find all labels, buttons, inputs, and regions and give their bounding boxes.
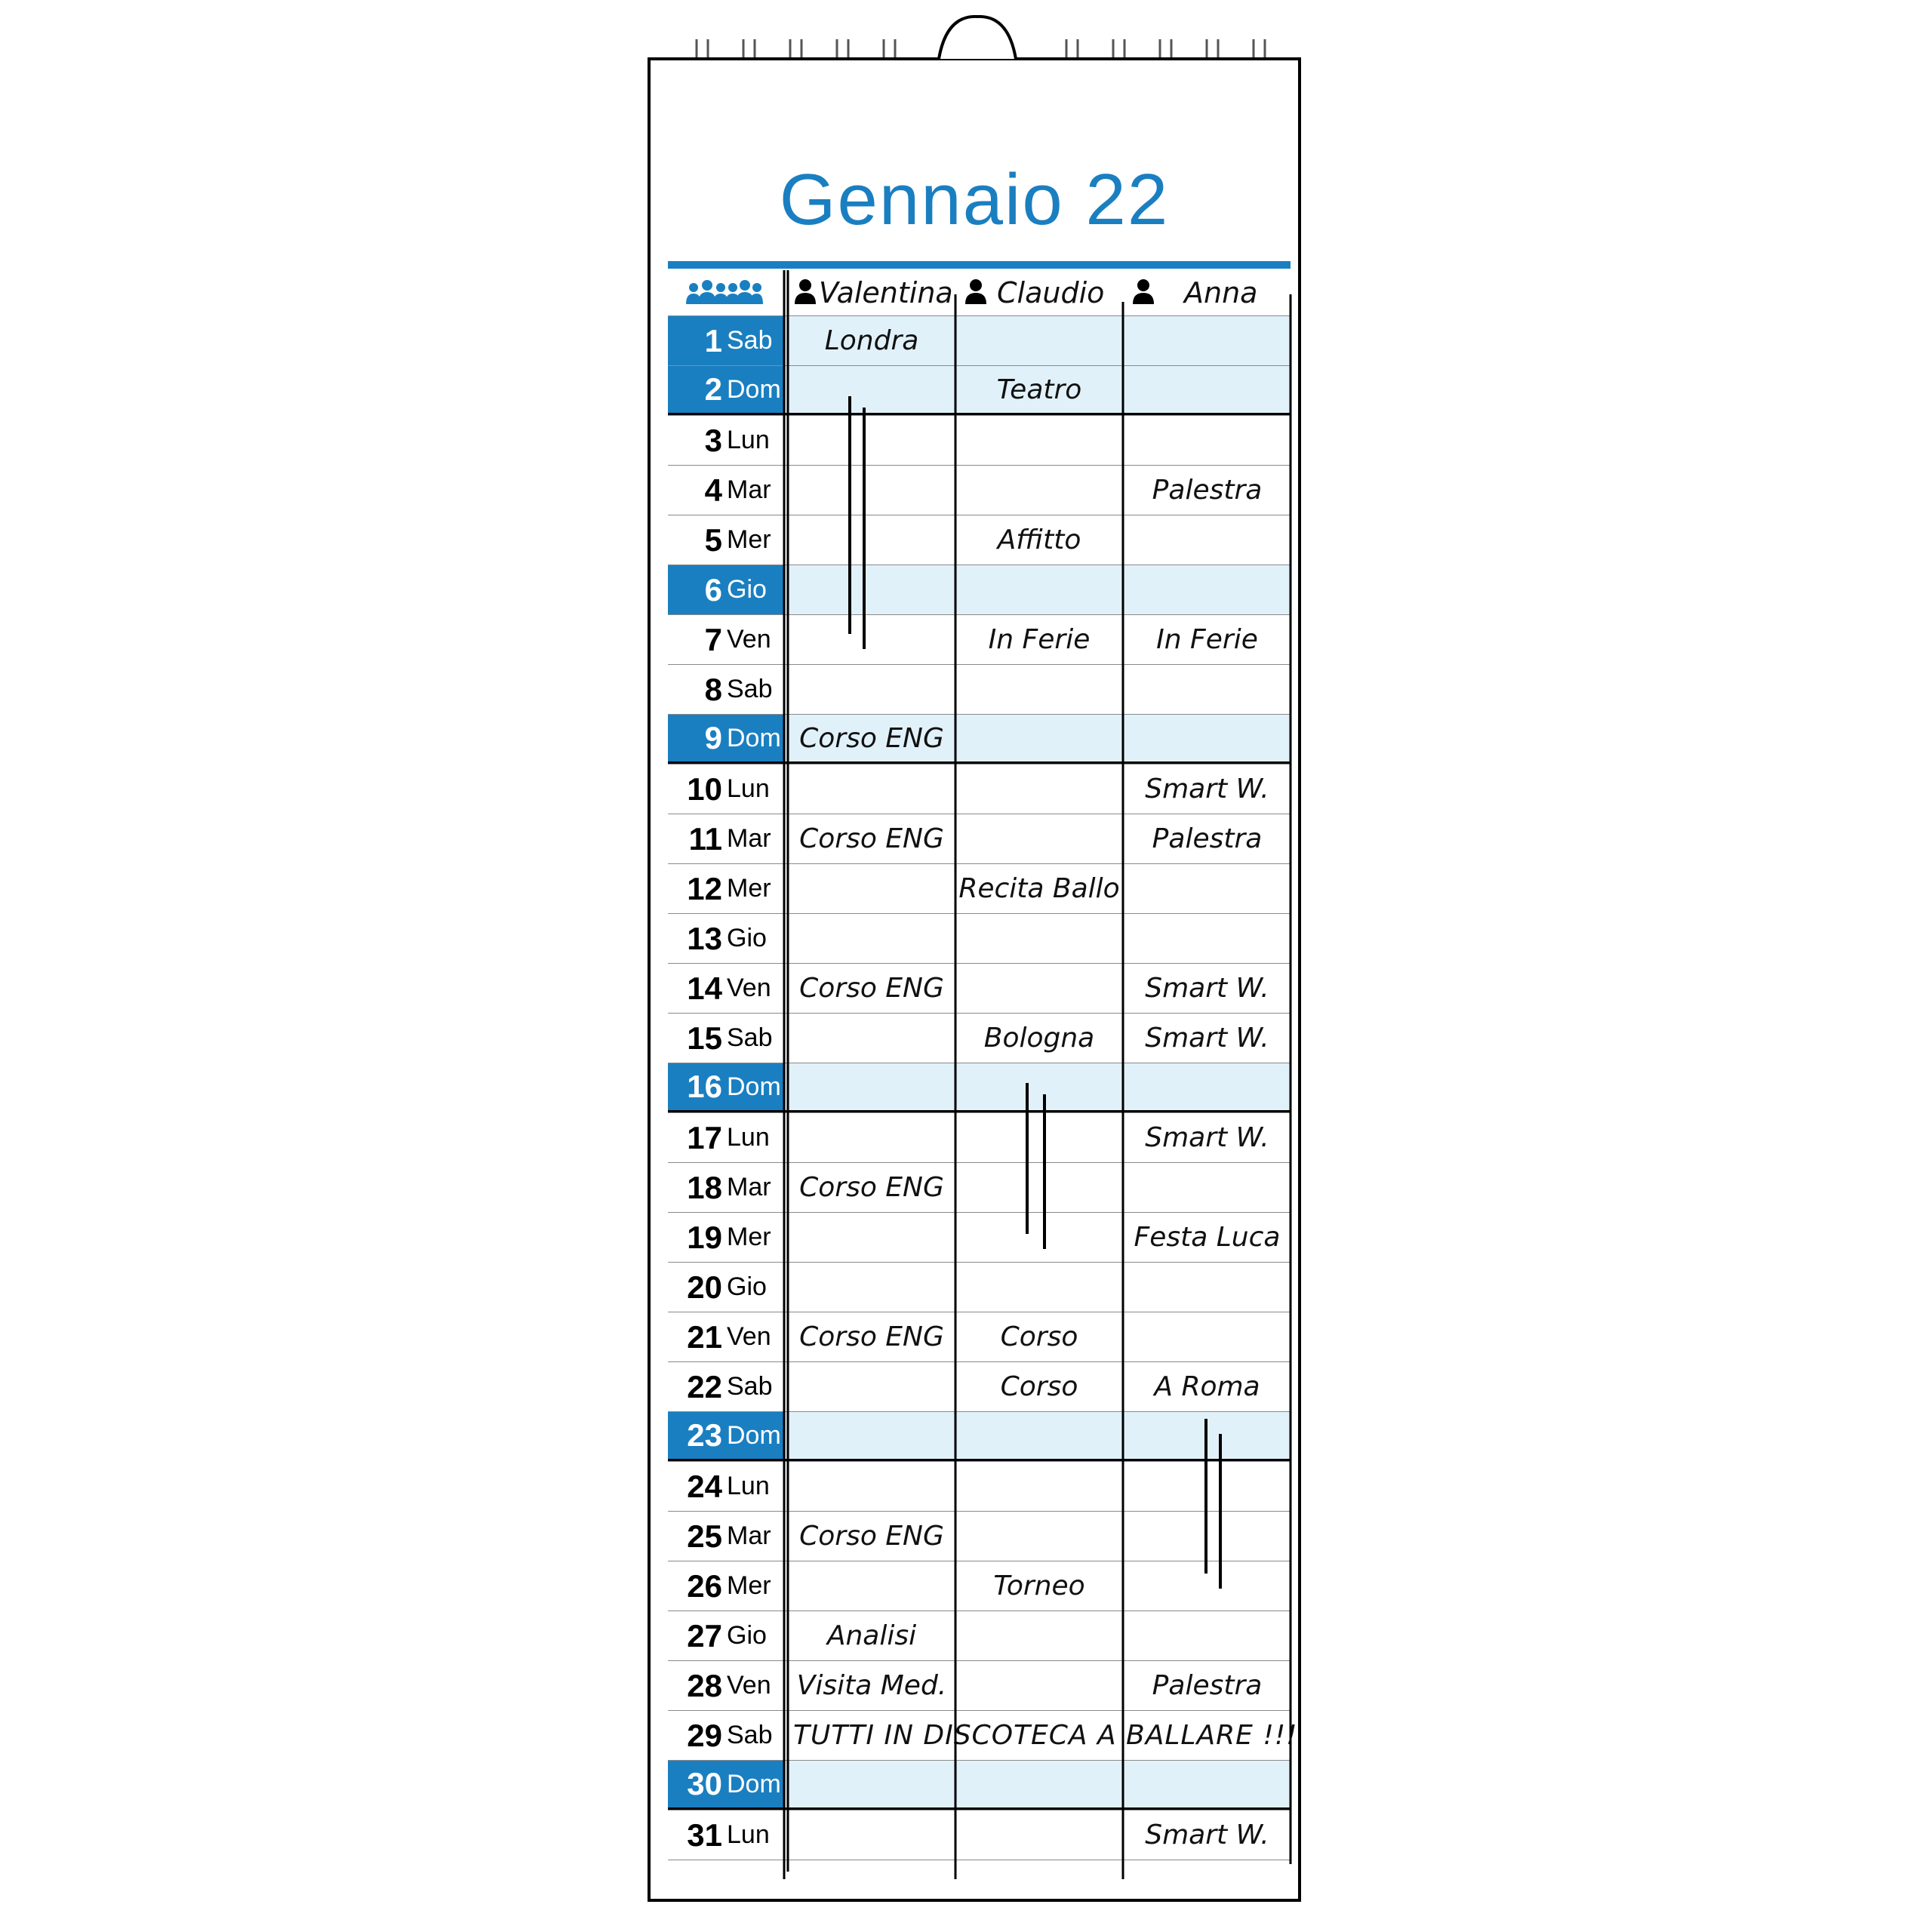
day-number: 1 <box>704 322 722 358</box>
entry-claudio[interactable] <box>956 416 1122 465</box>
entry-anna[interactable]: In Ferie <box>1156 624 1258 655</box>
entry-claudio[interactable] <box>956 565 1122 614</box>
day-number: 11 <box>688 820 722 857</box>
entry-claudio[interactable] <box>956 964 1122 1013</box>
day-label <box>668 416 783 465</box>
day-of-week: Lun <box>727 1123 770 1152</box>
day-of-week: Mer <box>727 1571 771 1600</box>
day-number: 5 <box>704 521 722 558</box>
entry-valentina[interactable] <box>789 665 955 714</box>
entry-anna[interactable]: Palestra <box>1152 1670 1263 1701</box>
day-number: 14 <box>687 970 722 1006</box>
day-row <box>668 764 1291 814</box>
entry-valentina[interactable] <box>789 914 955 963</box>
day-row <box>668 365 1291 415</box>
day-of-week: Dom <box>727 1420 781 1450</box>
entry-anna[interactable] <box>1124 665 1291 714</box>
entry-claudio[interactable]: Corso <box>1000 1371 1078 1402</box>
day-label <box>668 565 783 614</box>
entry-valentina[interactable] <box>789 565 955 614</box>
entry-valentina[interactable] <box>789 1014 955 1063</box>
day-row <box>668 1262 1291 1312</box>
entry-valentina[interactable]: Corso ENG <box>799 1172 944 1203</box>
entry-anna[interactable] <box>1124 316 1291 365</box>
entry-claudio[interactable] <box>956 764 1122 814</box>
day-label <box>668 1213 783 1262</box>
entry-anna[interactable] <box>1124 515 1291 565</box>
person-name: Valentina <box>819 276 953 309</box>
person-icon <box>795 278 816 308</box>
day-number: 20 <box>687 1269 722 1305</box>
day-row <box>668 1461 1291 1511</box>
day-number: 7 <box>704 621 722 657</box>
entry-valentina[interactable]: Corso ENG <box>799 1321 944 1352</box>
day-row <box>668 863 1291 913</box>
day-row <box>668 465 1291 515</box>
day-label <box>668 1462 783 1511</box>
day-label <box>668 665 783 714</box>
day-label <box>668 1512 783 1561</box>
person-name: Anna <box>1184 276 1258 309</box>
entry-anna[interactable]: Smart W. <box>1145 973 1269 1004</box>
entry-anna[interactable]: Smart W. <box>1145 1122 1269 1153</box>
day-row <box>668 1611 1291 1660</box>
day-of-week: Mar <box>727 1521 771 1550</box>
entry-valentina[interactable] <box>789 1263 955 1312</box>
entry-anna[interactable] <box>1124 1611 1291 1660</box>
day-row <box>668 714 1291 764</box>
day-row <box>668 814 1291 863</box>
group-icon <box>678 270 769 315</box>
day-of-week: Gio <box>727 924 767 952</box>
day-label <box>668 1810 783 1860</box>
entry-claudio[interactable] <box>956 1163 1122 1212</box>
entry-valentina[interactable] <box>789 615 955 664</box>
entry-valentina[interactable]: Corso ENG <box>799 722 944 754</box>
entry-anna[interactable]: Palestra <box>1152 475 1263 506</box>
day-row <box>668 1561 1291 1611</box>
hanger-notch <box>928 15 1026 75</box>
day-number: 29 <box>687 1717 722 1753</box>
day-number: 8 <box>704 671 722 707</box>
entry-claudio[interactable]: In Ferie <box>988 624 1091 655</box>
entry-claudio[interactable]: Torneo <box>993 1571 1085 1601</box>
day-number: 18 <box>687 1169 722 1205</box>
day-row <box>668 1660 1291 1710</box>
day-label <box>668 1561 783 1611</box>
entry-anna[interactable] <box>1124 715 1291 761</box>
day-row <box>668 1162 1291 1212</box>
entry-valentina[interactable] <box>789 1362 955 1411</box>
entry-claudio[interactable]: Bologna <box>983 1023 1095 1054</box>
day-row <box>668 1511 1291 1561</box>
entry-anna[interactable] <box>1124 416 1291 465</box>
entry-valentina[interactable] <box>789 1113 955 1162</box>
day-of-week: Dom <box>727 1769 781 1798</box>
entry-valentina[interactable] <box>789 1561 955 1611</box>
entry-anna[interactable] <box>1124 1462 1291 1511</box>
shared-entry[interactable]: TUTTI IN DISCOTECA A BALLARE !!! <box>793 1720 1298 1751</box>
entry-valentina[interactable]: Corso ENG <box>799 973 944 1004</box>
day-label <box>668 764 783 814</box>
day-number: 4 <box>704 472 722 508</box>
entry-claudio[interactable] <box>956 466 1122 515</box>
day-row <box>668 1212 1291 1262</box>
day-number: 9 <box>704 720 722 755</box>
entry-claudio[interactable] <box>956 715 1122 761</box>
entry-claudio[interactable] <box>956 1063 1122 1110</box>
month-title: Gennaio 22 <box>779 159 1170 240</box>
day-row <box>668 1710 1298 1760</box>
day-number: 31 <box>687 1817 722 1853</box>
day-row <box>668 565 1291 614</box>
day-number: 10 <box>687 771 722 807</box>
day-label <box>668 814 783 863</box>
entry-anna[interactable]: Smart W. <box>1145 1023 1269 1054</box>
entry-anna[interactable] <box>1124 565 1291 614</box>
day-row <box>668 1063 1291 1112</box>
entry-valentina[interactable] <box>789 515 955 565</box>
day-number: 24 <box>687 1468 722 1504</box>
day-label <box>668 1611 783 1660</box>
day-of-week: Dom <box>727 723 781 752</box>
day-of-week: Sab <box>727 1721 773 1749</box>
entry-valentina[interactable]: Corso ENG <box>799 823 944 854</box>
day-of-week: Lun <box>727 426 770 454</box>
entry-anna[interactable] <box>1124 1263 1291 1312</box>
day-number: 16 <box>687 1069 722 1104</box>
entry-anna[interactable] <box>1124 1512 1291 1561</box>
planner-grid <box>668 270 1298 1860</box>
entry-anna[interactable] <box>1124 1063 1291 1110</box>
day-number: 15 <box>687 1020 722 1056</box>
entry-valentina[interactable] <box>789 1462 955 1511</box>
entry-claudio[interactable]: Teatro <box>996 374 1082 405</box>
day-row <box>668 1361 1291 1411</box>
day-row <box>668 1112 1291 1162</box>
entry-valentina[interactable] <box>789 764 955 814</box>
entry-valentina[interactable]: Analisi <box>826 1620 917 1651</box>
person-icon <box>965 278 986 308</box>
day-label <box>668 964 783 1013</box>
day-of-week: Dom <box>727 374 781 404</box>
day-label <box>668 1014 783 1063</box>
header-row <box>668 270 1291 315</box>
day-row <box>668 515 1291 565</box>
day-of-week: Sab <box>727 675 773 703</box>
day-label <box>668 1711 783 1760</box>
day-label <box>668 864 783 913</box>
entry-anna[interactable]: Smart W. <box>1145 1820 1269 1850</box>
day-of-week: Gio <box>727 1272 767 1301</box>
entry-claudio[interactable] <box>956 1611 1122 1660</box>
day-number: 21 <box>687 1318 722 1355</box>
entry-valentina[interactable] <box>789 1213 955 1262</box>
column-header-valentina <box>795 270 956 315</box>
day-of-week: Sab <box>727 1023 773 1052</box>
day-label <box>668 715 783 761</box>
day-of-week: Lun <box>727 1820 770 1849</box>
entry-anna[interactable]: Smart W. <box>1145 774 1269 804</box>
day-label <box>668 316 783 365</box>
entry-valentina[interactable] <box>789 1810 955 1860</box>
day-of-week: Mar <box>727 475 771 504</box>
day-number: 17 <box>687 1119 722 1155</box>
entry-valentina[interactable] <box>789 1063 955 1110</box>
day-row <box>668 315 1291 365</box>
entry-anna[interactable] <box>1124 864 1291 913</box>
entry-claudio[interactable] <box>956 814 1122 863</box>
entry-claudio[interactable] <box>956 1810 1122 1860</box>
day-number: 12 <box>687 870 722 906</box>
day-row <box>668 963 1291 1013</box>
entry-claudio[interactable] <box>956 1462 1122 1511</box>
entry-claudio[interactable] <box>956 1512 1122 1561</box>
day-label <box>668 1412 783 1459</box>
day-label <box>668 1661 783 1710</box>
day-number: 26 <box>687 1567 722 1604</box>
entry-anna[interactable]: A Roma <box>1154 1371 1260 1402</box>
day-row <box>668 1411 1291 1461</box>
entry-valentina[interactable] <box>789 1412 955 1459</box>
day-of-week: Ven <box>727 1671 771 1700</box>
day-label <box>668 1312 783 1361</box>
day-rows <box>668 315 1298 1860</box>
entry-claudio[interactable] <box>956 914 1122 963</box>
day-number: 6 <box>704 571 722 608</box>
day-of-week: Mar <box>727 824 771 853</box>
column-header-anna <box>1133 270 1291 315</box>
day-of-week: Mer <box>727 525 771 554</box>
entry-claudio[interactable] <box>956 1263 1122 1312</box>
entry-claudio[interactable] <box>956 316 1122 365</box>
day-row <box>668 1760 1291 1810</box>
day-number: 28 <box>687 1667 722 1703</box>
day-of-week: Sab <box>727 326 773 355</box>
entry-valentina[interactable] <box>789 366 955 413</box>
day-label <box>668 1163 783 1212</box>
day-row <box>668 1810 1291 1860</box>
day-row <box>668 913 1291 963</box>
day-number: 25 <box>687 1518 722 1554</box>
entry-anna[interactable] <box>1124 1312 1291 1361</box>
day-number: 2 <box>704 371 722 407</box>
day-label <box>668 1362 783 1411</box>
day-number: 22 <box>687 1368 722 1404</box>
entry-claudio[interactable]: Corso <box>1000 1321 1078 1352</box>
column-header-claudio <box>965 270 1124 315</box>
day-number: 27 <box>687 1617 722 1654</box>
day-row <box>668 664 1291 714</box>
entry-claudio[interactable] <box>956 1113 1122 1162</box>
day-row <box>668 614 1291 664</box>
entry-valentina[interactable] <box>789 466 955 515</box>
day-label <box>668 1063 783 1110</box>
entry-claudio[interactable] <box>956 1412 1122 1459</box>
day-label <box>668 1113 783 1162</box>
day-label <box>668 366 783 413</box>
day-of-week: Ven <box>727 625 771 654</box>
entry-valentina[interactable]: Corso ENG <box>799 1521 944 1552</box>
day-number: 19 <box>687 1219 722 1255</box>
entry-anna[interactable]: Palestra <box>1152 823 1263 854</box>
entry-claudio[interactable]: Affitto <box>997 525 1081 555</box>
day-number: 30 <box>687 1766 722 1801</box>
person-name: Claudio <box>997 276 1105 309</box>
entry-claudio[interactable] <box>956 1213 1122 1262</box>
day-of-week: Lun <box>727 1472 770 1500</box>
day-of-week: Ven <box>727 1322 771 1351</box>
day-of-week: Sab <box>727 1372 773 1401</box>
entry-valentina[interactable] <box>789 864 955 913</box>
day-label <box>668 1263 783 1312</box>
day-of-week: Dom <box>727 1072 781 1101</box>
person-icon <box>1133 278 1154 308</box>
day-of-week: Gio <box>727 1621 767 1650</box>
entry-anna[interactable]: Festa Luca <box>1134 1222 1281 1253</box>
day-label <box>668 1761 783 1807</box>
entry-claudio[interactable] <box>956 665 1122 714</box>
day-row <box>668 1312 1291 1361</box>
entry-anna[interactable] <box>1124 1412 1291 1459</box>
entry-anna[interactable] <box>1124 366 1291 413</box>
entry-claudio[interactable]: Recita Ballo <box>958 873 1120 904</box>
title-divider <box>668 261 1291 269</box>
day-of-week: Lun <box>727 774 770 803</box>
entry-valentina[interactable] <box>789 416 955 465</box>
day-row <box>668 1013 1291 1063</box>
day-of-week: Ven <box>727 974 771 1002</box>
entry-anna[interactable] <box>1124 914 1291 963</box>
day-of-week: Gio <box>727 575 767 604</box>
day-of-week: Mar <box>727 1173 771 1201</box>
entry-valentina[interactable] <box>789 1761 955 1807</box>
day-of-week: Mer <box>727 874 771 903</box>
entry-anna[interactable] <box>1124 1163 1291 1212</box>
day-label <box>668 615 783 664</box>
day-label <box>668 914 783 963</box>
day-number: 13 <box>687 920 722 956</box>
day-number: 23 <box>687 1417 722 1453</box>
entry-valentina[interactable]: Londra <box>824 325 919 356</box>
day-number: 3 <box>704 422 722 458</box>
entry-anna[interactable] <box>1124 1561 1291 1611</box>
day-row <box>668 415 1291 465</box>
entry-anna[interactable] <box>1124 1761 1291 1807</box>
day-label <box>668 466 783 515</box>
day-of-week: Mer <box>727 1223 771 1251</box>
entry-claudio[interactable] <box>956 1661 1122 1710</box>
entry-claudio[interactable] <box>956 1761 1122 1807</box>
entry-valentina[interactable]: Visita Med. <box>796 1670 947 1701</box>
day-label <box>668 515 783 565</box>
